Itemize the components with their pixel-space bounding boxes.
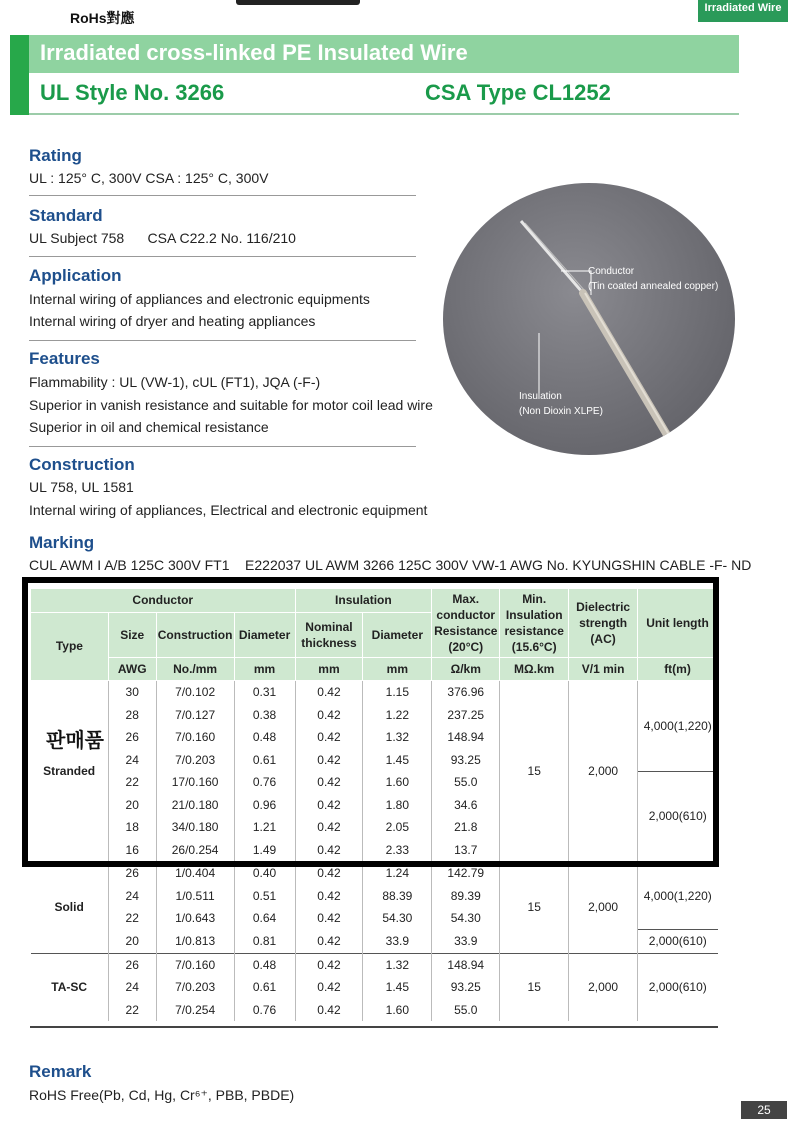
table-cell: 21.8 [432,816,500,839]
table-cell: 20 [108,930,156,954]
table-cell: 0.81 [234,930,295,954]
application-line: Internal wiring of dryer and heating appliances [29,313,316,329]
rating-heading: Rating [29,146,82,165]
table-cell: 55.0 [432,771,500,794]
table-cell: 0.42 [295,726,363,749]
table-cell: 89.39 [432,885,500,908]
table-cell: 54.30 [432,907,500,930]
divider [29,340,416,341]
table-cell: 34/0.180 [156,816,234,839]
table-cell: 1.21 [234,816,295,839]
table-cell: 1.24 [363,862,432,885]
table-cell: 0.42 [295,976,363,999]
table-cell: 7/0.127 [156,704,234,727]
unit-cell: Ω/km [432,657,500,681]
diameter-header: Diameter [234,612,295,657]
table-cell: 1.22 [363,704,432,727]
unit-length-cell: 4,000(1,220) [638,862,718,930]
table-cell: 0.42 [295,771,363,794]
table-cell: 376.96 [432,681,500,704]
table-cell: 0.42 [295,885,363,908]
features-line: Superior in oil and chemical resistance [29,419,269,435]
table-cell: 0.42 [295,794,363,817]
csa-type: CSA Type CL1252 [425,80,611,105]
table-cell: 24 [108,749,156,772]
unit-length-cell: 2,000(610) [638,771,718,862]
table-cell: 24 [108,976,156,999]
table-cell: 34.6 [432,794,500,817]
table-cell: 88.39 [363,885,432,908]
insulation-group-header: Insulation [295,589,432,613]
table-cell: 0.76 [234,771,295,794]
conductor-desc: (Tin coated annealed copper) [588,281,719,292]
table-cell: 30 [108,681,156,704]
table-cell: 17/0.160 [156,771,234,794]
table-cell: 54.30 [363,907,432,930]
page-title: Irradiated cross-linked PE Insulated Wire [40,40,468,65]
table-cell: 148.94 [432,726,500,749]
construction-header: Construction [156,612,234,657]
standard-line: UL Subject 758 CSA C22.2 No. 116/210 [29,230,296,246]
table-cell: 0.42 [295,930,363,954]
unit-cell: No./mm [156,657,234,681]
table-cell: 26 [108,862,156,885]
table-cell: 0.64 [234,907,295,930]
table-cell: 0.38 [234,704,295,727]
table-bottom-rule [30,1026,718,1028]
features-line: Superior in vanish resistance and suitable for motor coil lead wire [29,397,433,413]
table-cell: 93.25 [432,749,500,772]
table-cell: 21/0.180 [156,794,234,817]
construction-line: Internal wiring of appliances, Electrical and electronic equipment [29,502,428,518]
table-cell: 0.42 [295,999,363,1022]
table-cell: 0.42 [295,704,363,727]
table-cell: 13.7 [432,839,500,862]
table-cell: 24 [108,885,156,908]
table-cell: 0.42 [295,816,363,839]
min-insulation-cell: 15 [500,681,569,862]
unit-length-cell: 4,000(1,220) [638,681,718,772]
wire-photo [443,183,735,455]
min-insulation-cell: 15 [500,862,569,954]
rating-line: UL : 125° C, 300V CSA : 125° C, 300V [29,170,269,186]
table-cell: 20 [108,794,156,817]
unit-cell: mm [363,657,432,681]
table-cell: 0.42 [295,749,363,772]
table-cell: 0.48 [234,953,295,976]
standard-heading: Standard [29,206,103,225]
max-resistance-header: Max. conductor Resistance (20°C) [432,589,500,658]
table-cell: 0.42 [295,907,363,930]
insulation-desc: (Non Dioxin XLPE) [519,406,603,417]
table-cell: 148.94 [432,953,500,976]
unit-cell: V/1 min [569,657,638,681]
table-cell: 22 [108,907,156,930]
unit-length-cell: 2,000(610) [638,953,718,1021]
table-cell: 1.60 [363,771,432,794]
unit-cell: ft(m) [638,657,718,681]
table-cell: 33.9 [432,930,500,954]
table-cell: 0.40 [234,862,295,885]
table-cell: 26 [108,953,156,976]
table-cell: 0.42 [295,862,363,885]
table-cell: 1.45 [363,749,432,772]
min-insulation-cell: 15 [500,953,569,1021]
title-divider [29,113,739,115]
unit-length-cell: 2,000(610) [638,930,718,954]
construction-heading: Construction [29,455,135,474]
table-cell: 0.61 [234,749,295,772]
table-cell: 16 [108,839,156,862]
table-cell: 142.79 [432,862,500,885]
table-cell: 0.51 [234,885,295,908]
table-cell: 0.61 [234,976,295,999]
construction-line: UL 758, UL 1581 [29,479,134,495]
table-cell: 2.33 [363,839,432,862]
table-cell: 2.05 [363,816,432,839]
remark-text: RoHS Free(Pb, Cd, Hg, Cr⁶⁺, PBB, PBDE) [29,1087,295,1103]
table-cell: 0.42 [295,953,363,976]
top-decoration-bar [236,0,360,5]
rohs-tag: RoHs對應 [70,10,135,26]
ins-diameter-header: Diameter [363,612,432,657]
min-insulation-header: Min. Insulation resistance (15.6°C) [500,589,569,658]
type-header: Type [31,612,109,681]
table-cell: 22 [108,999,156,1022]
table-cell: 93.25 [432,976,500,999]
table-cell: 1.32 [363,726,432,749]
conductor-group-header: Conductor [31,589,296,613]
table-cell: 33.9 [363,930,432,954]
table-cell: 26/0.254 [156,839,234,862]
dielectric-header: Dielectric strength (AC) [569,589,638,658]
application-line: Internal wiring of appliances and electronic equipments [29,291,370,307]
divider [29,195,416,196]
table-cell: 7/0.254 [156,999,234,1022]
remark-heading: Remark [29,1062,92,1081]
table-cell: 26 [108,726,156,749]
table-cell: 7/0.203 [156,976,234,999]
type-cell: Stranded [31,681,109,862]
type-cell: Solid [31,862,109,954]
unit-length-header: Unit length [638,589,718,658]
insulation-label: Insulation [519,391,562,402]
table-cell: 1/0.511 [156,885,234,908]
conductor-label: Conductor [588,266,635,277]
unit-cell: AWG [108,657,156,681]
table-cell: 1.15 [363,681,432,704]
dielectric-cell: 2,000 [569,681,638,862]
table-cell: 1.45 [363,976,432,999]
table-cell: 1/0.404 [156,862,234,885]
marking-line: CUL AWM I A/B 125C 300V FT1 E222037 UL AWM 3266 125C 300V VW-1 AWG No. KYUNGSHIN CABLE -F- ND [29,557,752,573]
unit-cell: mm [234,657,295,681]
table-cell: 22 [108,771,156,794]
sales-item-note: 판매품 [44,724,106,753]
table-cell: 1.80 [363,794,432,817]
table-cell: 0.76 [234,999,295,1022]
table-cell: 1.49 [234,839,295,862]
table-cell: 7/0.160 [156,726,234,749]
highlight-frame [22,577,719,867]
title-accent-bar [10,35,29,115]
divider [29,446,416,447]
table-cell: 0.42 [295,681,363,704]
table-cell: 55.0 [432,999,500,1022]
category-tag: Irradiated Wire [698,0,788,22]
table-cell: 7/0.102 [156,681,234,704]
page-number: 25 [741,1101,787,1119]
ul-style-number: UL Style No. 3266 [40,80,225,105]
table-cell: 1.32 [363,953,432,976]
table-cell: 1/0.643 [156,907,234,930]
table-cell: 28 [108,704,156,727]
table-cell: 0.96 [234,794,295,817]
unit-cell: mm [295,657,363,681]
table-cell: 1/0.813 [156,930,234,954]
thickness-header: Nominal thickness [295,612,363,657]
table-cell: 0.48 [234,726,295,749]
table-cell: 18 [108,816,156,839]
unit-cell: MΩ.km [500,657,569,681]
application-heading: Application [29,266,122,285]
table-cell: 7/0.160 [156,953,234,976]
features-heading: Features [29,349,100,368]
divider [29,256,416,257]
marking-heading: Marking [29,533,95,552]
table-cell: 1.60 [363,999,432,1022]
table-row [31,953,718,976]
size-header: Size [108,612,156,657]
type-cell: TA-SC [31,953,109,1021]
dielectric-cell: 2,000 [569,862,638,954]
table-cell: 237.25 [432,704,500,727]
dielectric-cell: 2,000 [569,953,638,1021]
features-line: Flammability : UL (VW-1), cUL (FT1), JQA (-F-) [29,374,321,390]
table-cell: 0.42 [295,839,363,862]
table-cell: 0.31 [234,681,295,704]
table-cell: 7/0.203 [156,749,234,772]
